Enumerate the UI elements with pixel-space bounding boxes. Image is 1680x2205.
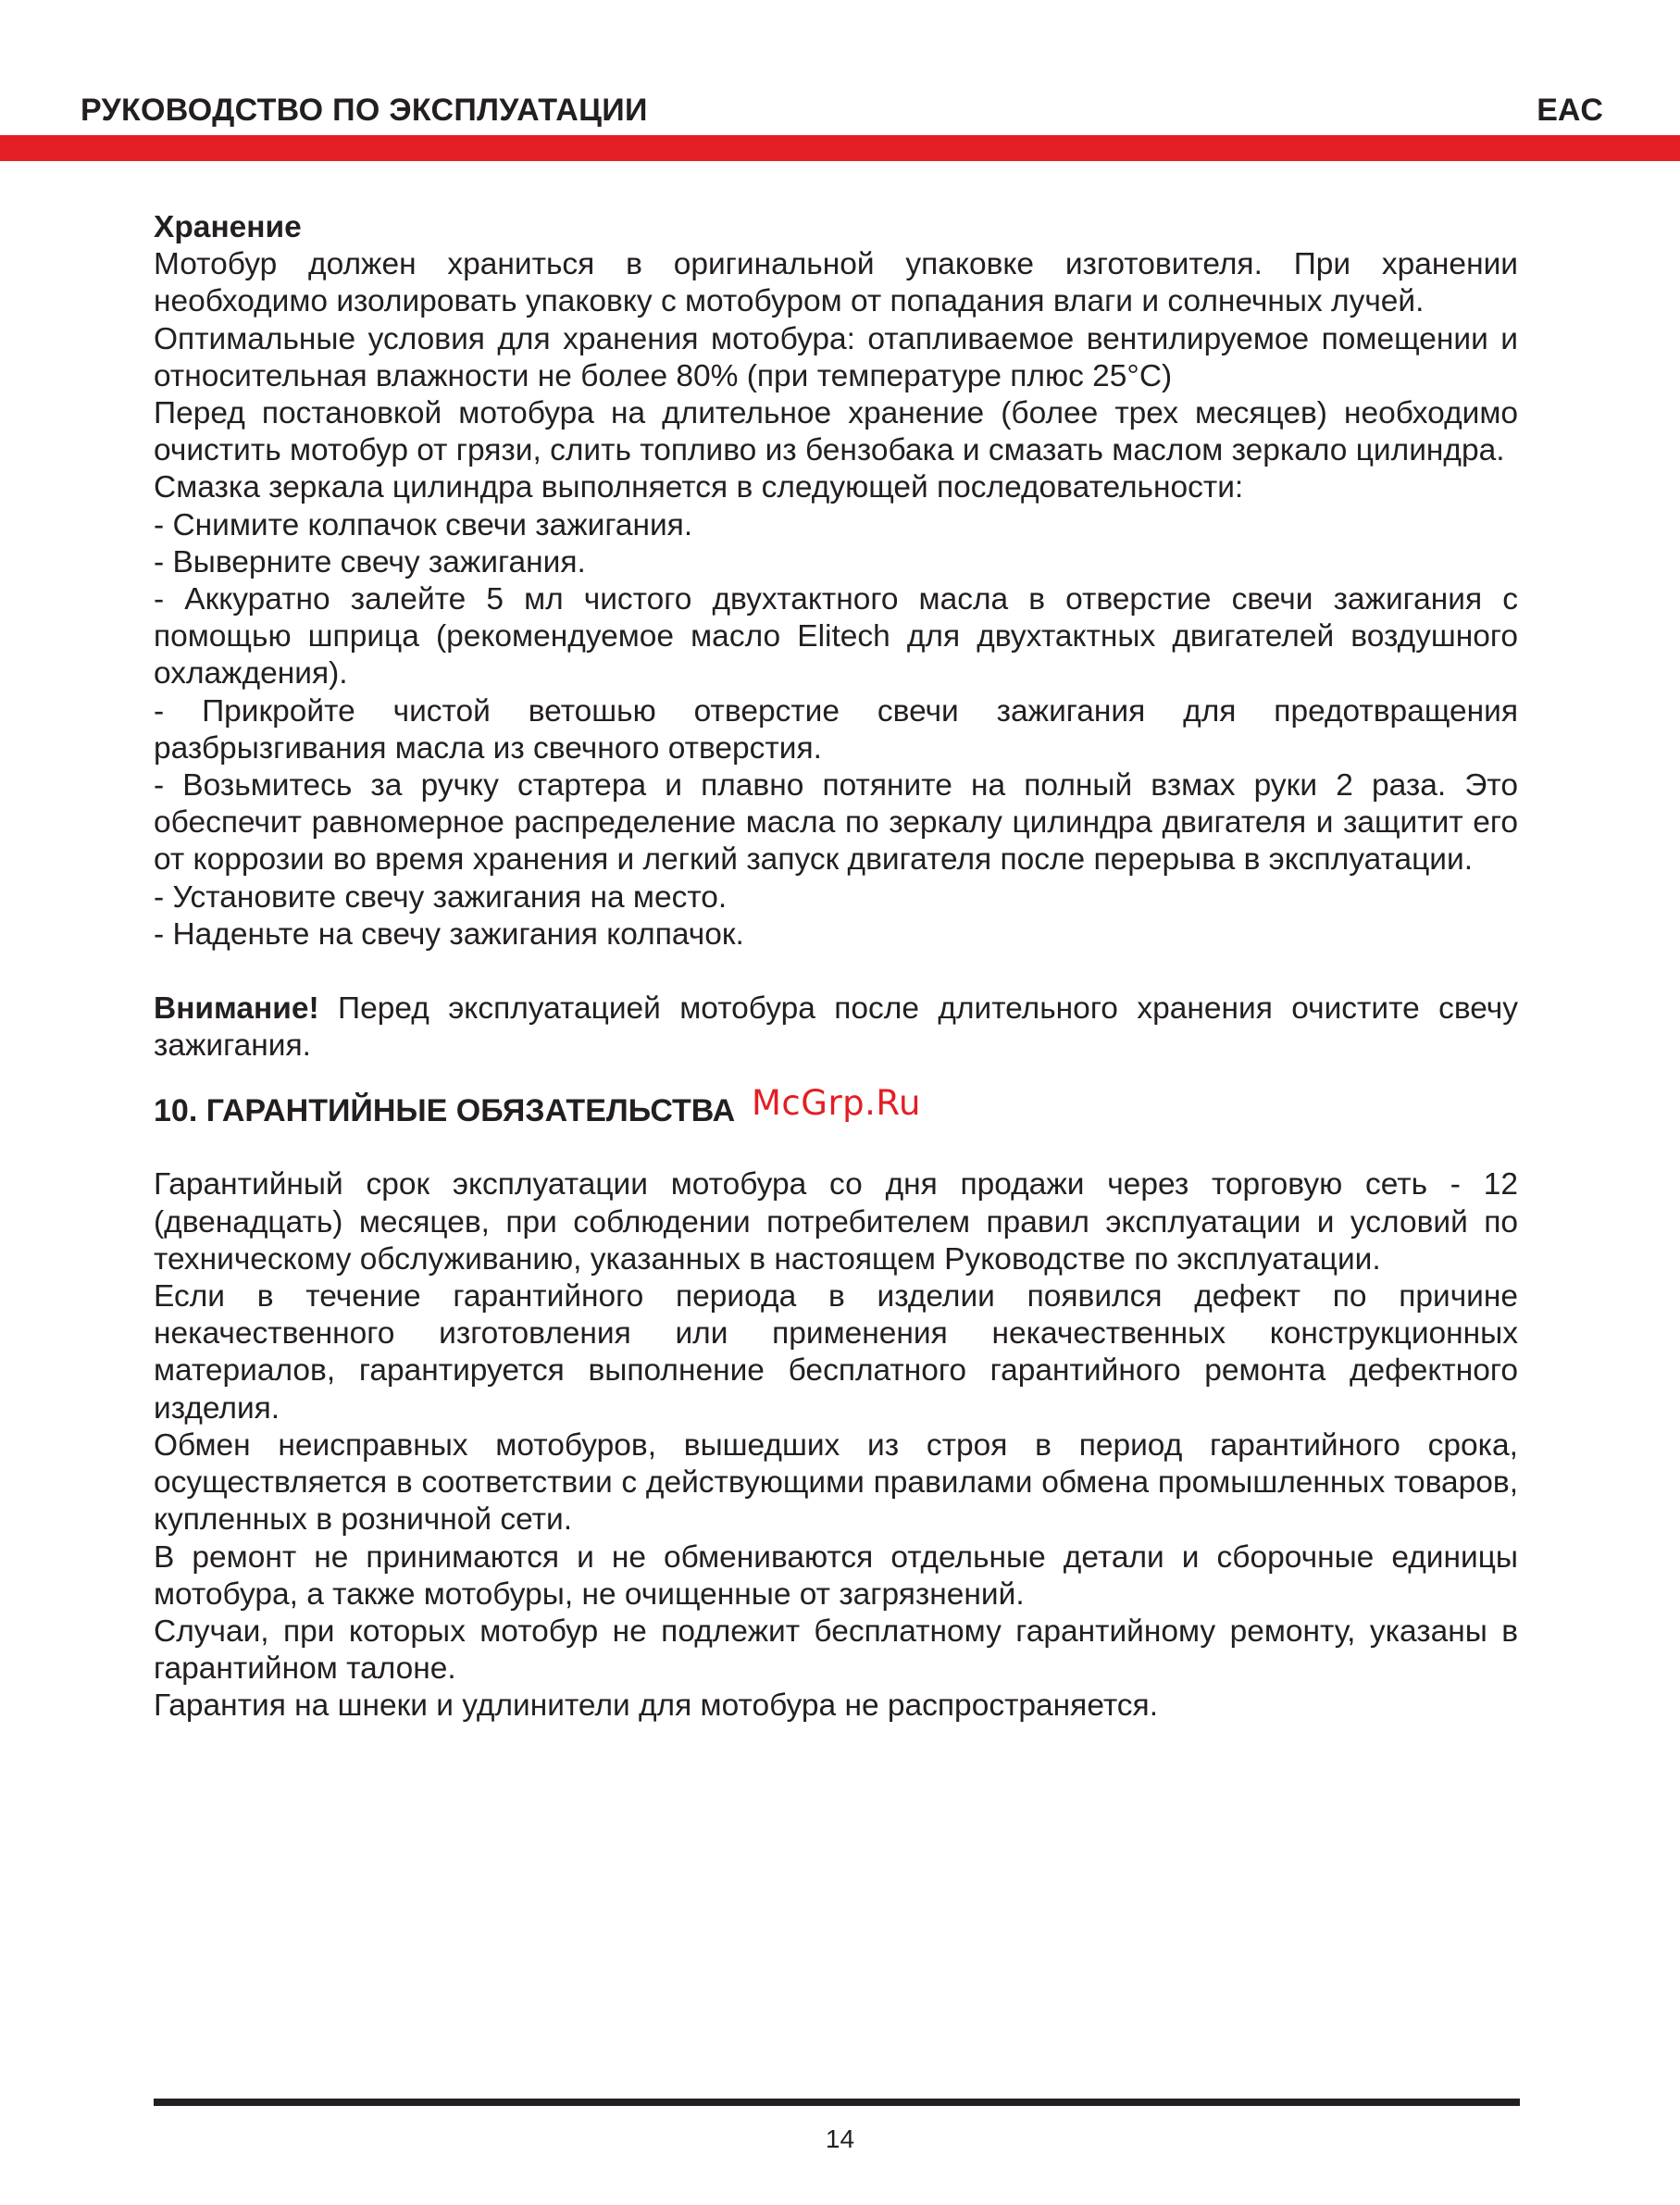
storage-step: - Возьмитесь за ручку стартера и плавно потяните на полный взмах руки 2 раза. Это обеспечит равномерное распределение масла по зеркалу цилиндра двигателя и защитит его от коррозии во время хранения и легкий запуск двигателя после перерыва в эксплуатации. — [154, 768, 1518, 878]
storage-heading: Хранение — [154, 210, 302, 244]
storage-paragraph-4: Смазка зеркала цилиндра выполняется в следующей последовательности: — [154, 470, 1244, 505]
footer-rule — [154, 2099, 1520, 2106]
storage-paragraph-1: Мотобур должен храниться в оригинальной упаковке изготовителя. При хранении необходимо изолировать упаковку с мотобуром от попадания влаги и солнечных лучей. — [154, 247, 1518, 319]
warranty-paragraph: В ремонт не принимаются и не обмениваются отдельные детали и сборочные единицы мотобура, а также мотобуры, не очищенные от загрязнений. — [154, 1539, 1518, 1612]
storage-step: - Прикройте чистой ветошью отверстие свечи зажигания для предотвращения разбрызгивания масла из свечного отверстия. — [154, 693, 1518, 766]
page-content — [154, 209, 1518, 1725]
spacer — [154, 1129, 1518, 1166]
spacer — [154, 953, 1518, 990]
warranty-paragraph: Гарантия на шнеки и удлинители для мотобура не распространяется. — [154, 1688, 1159, 1724]
header-red-bar — [0, 135, 1680, 161]
warranty-paragraph: Случаи, при которых мотобур не подлежит бесплатному гарантийному ремонту, указаны в гарантийном талоне. — [154, 1613, 1518, 1687]
storage-paragraph-3: Перед постановкой мотобура на длительное хранение (более трех месяцев) необходимо очистить мотобур от грязи, слить топливо из бензобака и смазать маслом зеркало цилиндра. — [154, 396, 1518, 468]
watermark: McGrp.Ru — [752, 1083, 921, 1123]
warranty-section-title: 10. ГАРАНТИЙНЫЕ ОБЯЗАТЕЛЬСТВА — [154, 1093, 736, 1129]
warning-text: Перед эксплуатацией мотобура после длительного хранения очистите свечу зажигания. — [154, 991, 1518, 1064]
warranty-paragraph: Гарантийный срок эксплуатации мотобура со дня продажи через торговую сеть - 12 (двенадцать) месяцев, при соблюдении потребителем правил эксплуатации и условий по техническому обслуживанию, указанных в настоящем Руководстве по эксплуатации. — [154, 1167, 1518, 1277]
warning-paragraph — [154, 990, 1518, 1065]
eac-mark: EAC — [1537, 93, 1603, 128]
warranty-paragraph: Обмен неисправных мотобуров, вышедших из строя в период гарантийного срока, осуществляется в соответствии с действующими правилами обмена промышленных товаров, купленных в розничной сети. — [154, 1427, 1518, 1538]
storage-step: - Аккуратно залейте 5 мл чистого двухтактного масла в отверстие свечи зажигания с помощью шприца (рекомендуемое масло Elitech для двухтактных двигателей воздушного охлаждения). — [154, 582, 1518, 691]
storage-step: - Наденьте на свечу зажигания колпачок. — [154, 916, 744, 952]
warranty-paragraph: Если в течение гарантийного периода в изделии появился дефект по причине некачественного изготовления или применения некачественных конструкционных материалов, гарантируется выполнение бесплатного гарантийного ремонта дефектного изделия. — [154, 1279, 1518, 1426]
storage-step: - Установите свечу зажигания на место. — [154, 879, 728, 915]
header-title: РУКОВОДСТВО ПО ЭКСПЛУАТАЦИИ — [81, 93, 648, 128]
page-number: 14 — [825, 2124, 855, 2153]
warning-label: Внимание! — [154, 991, 319, 1027]
storage-step: - Выверните свечу зажигания. — [154, 544, 586, 579]
storage-step: - Снимите колпачок свечи зажигания. — [154, 507, 693, 542]
storage-paragraph-2: Оптимальные условия для хранения мотобура: отапливаемое вентилируемое помещении и относительная влажности не более 80% (при температуре плюс 25°С) — [154, 321, 1518, 393]
